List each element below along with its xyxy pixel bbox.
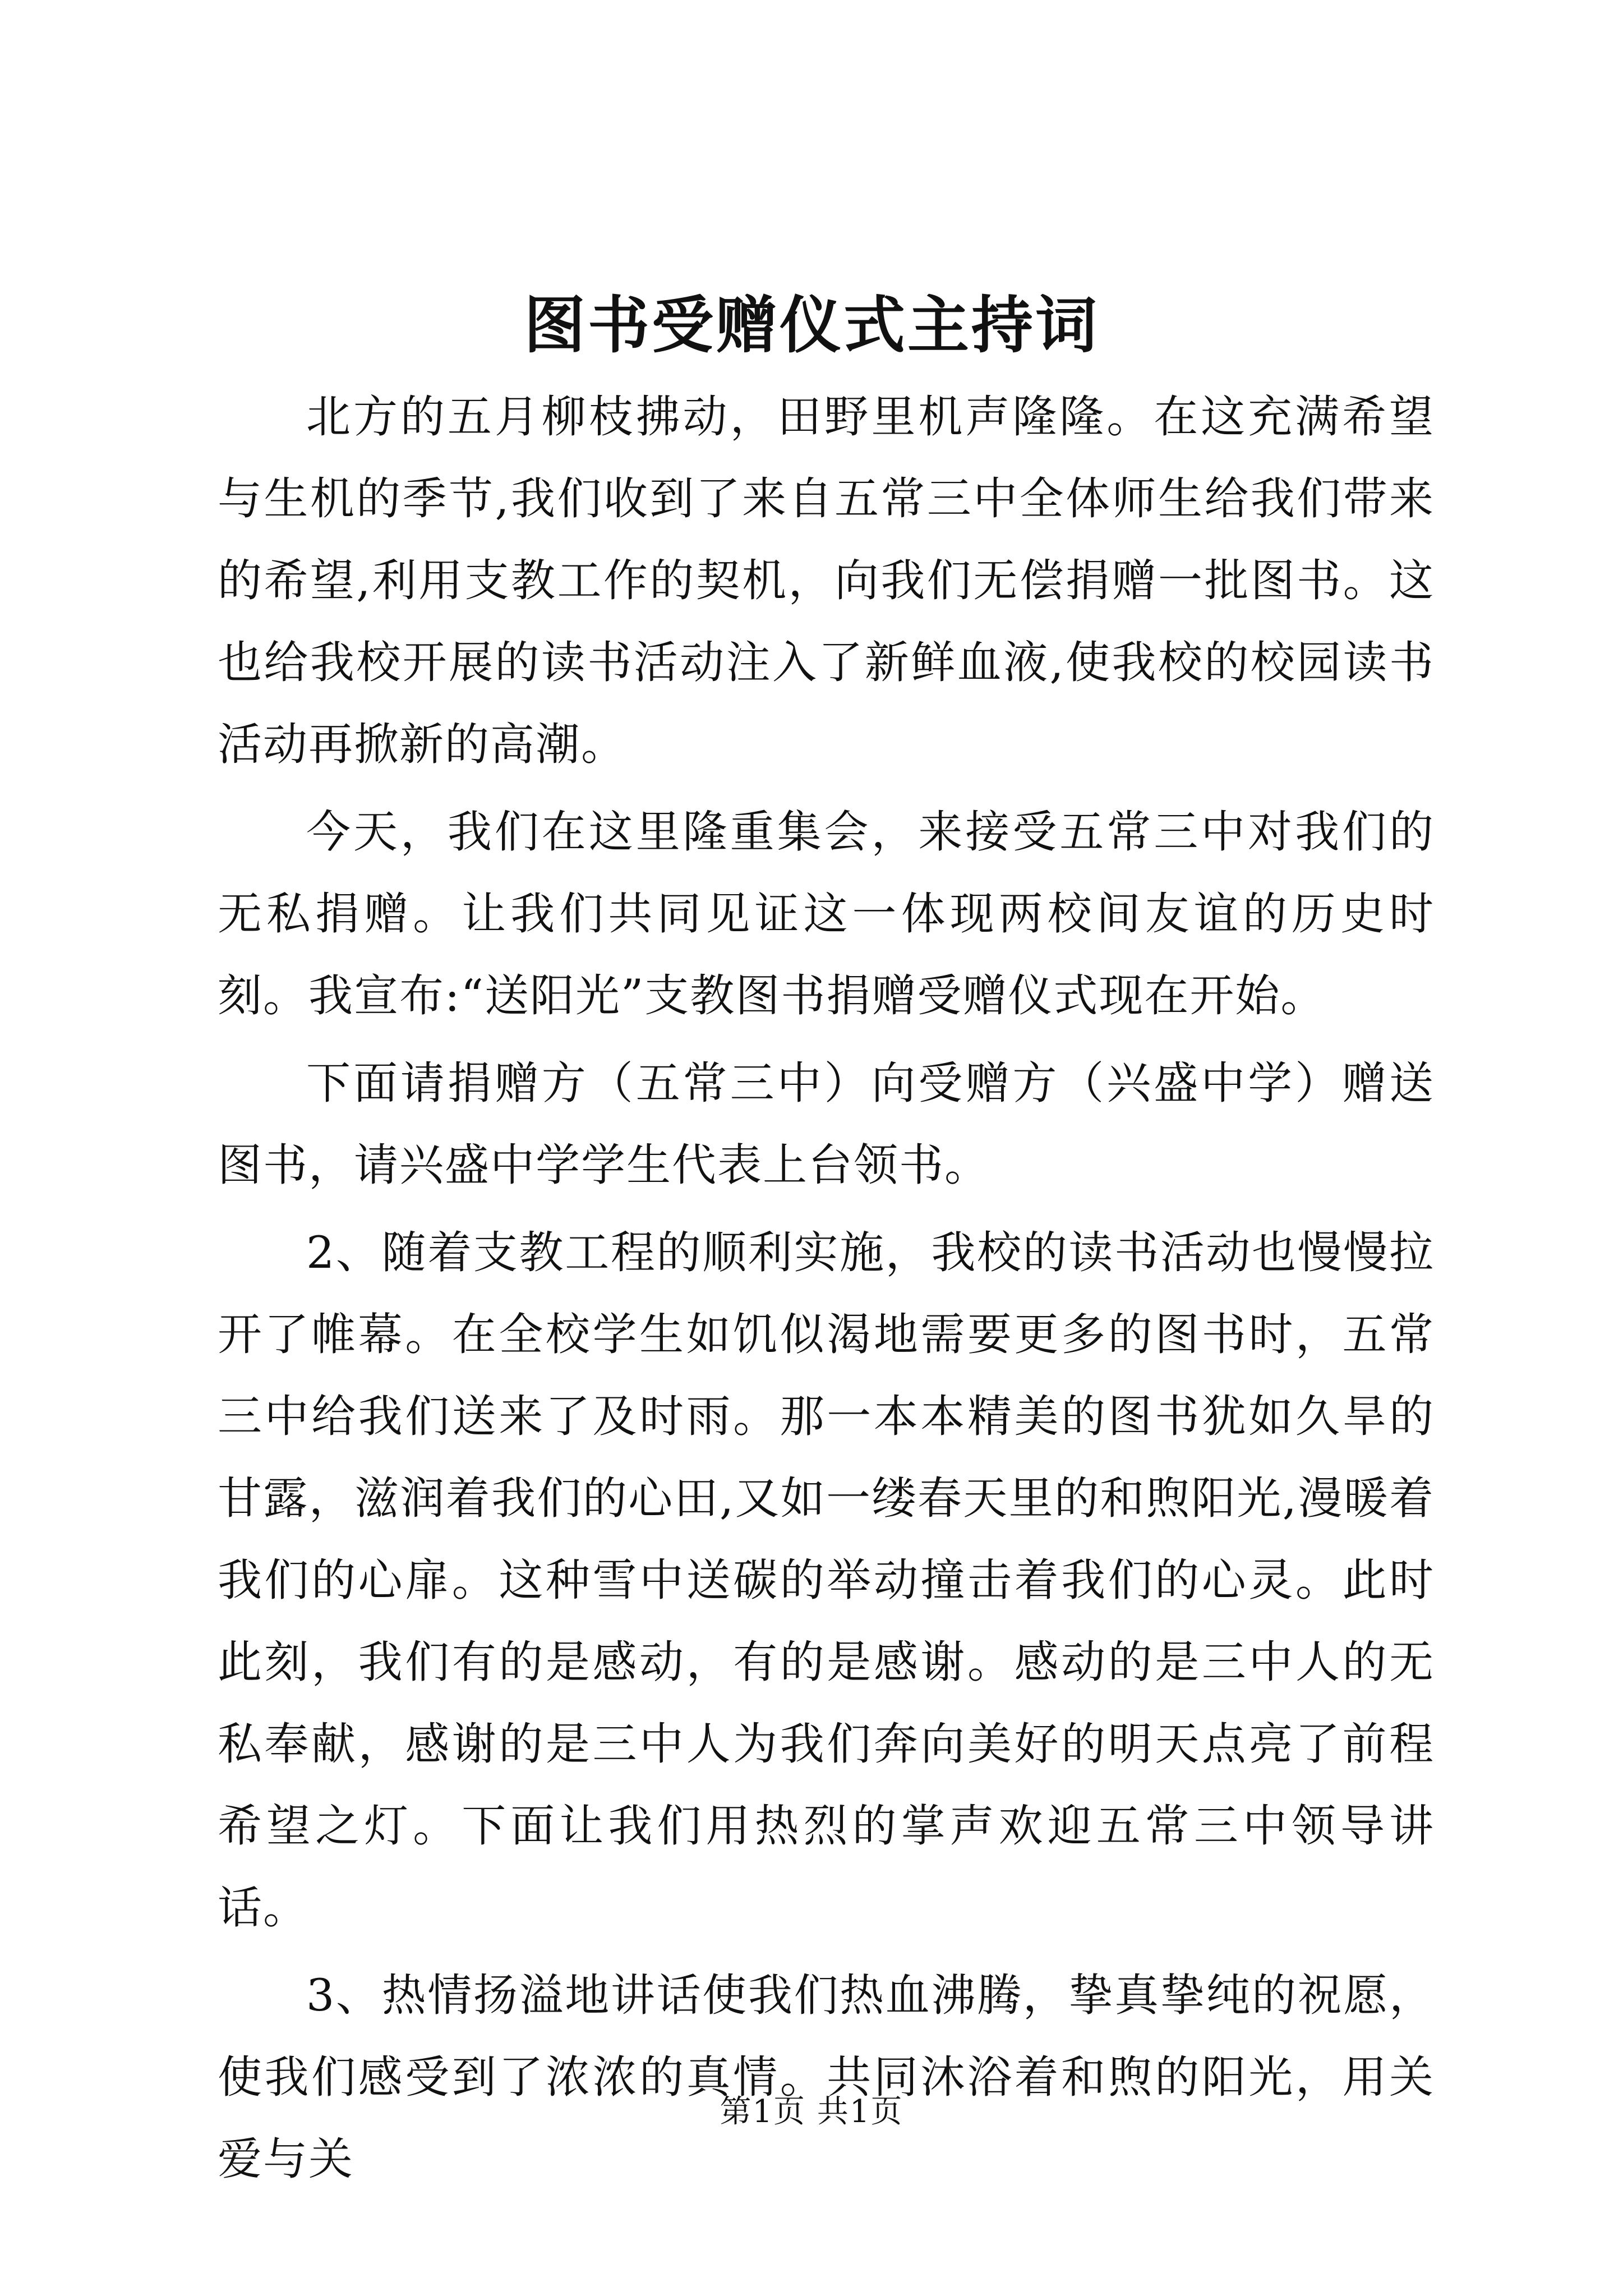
paragraph-5: 3、热情扬溢地讲话使我们热血沸腾，挚真挚纯的祝愿，使我们感受到了浓浓的真情。共同沐浴着和煦的阳光，用关爱与关 (218, 1970, 1435, 2185)
paragraph-1: 北方的五月柳枝拂动，田野里机声隆隆。在这充满希望与生机的季节,我们收到了来自五常三中全体师生给我们带来的希望,利用支教工作的契机，向我们无偿捐赠一批图书。这也给我校开展的读书活动注入了新鲜血液,使我校的校园读书活动再掀新的高潮。 (218, 391, 1435, 770)
document-title: 图书受赠仪式主持词 (524, 289, 1099, 361)
document-body (218, 376, 1435, 2200)
page-footer: 第1页 共1页 (720, 2093, 903, 2130)
paragraph-2: 今天，我们在这里隆重集会，来接受五常三中对我们的无私捐赠。让我们共同见证这一体现两校间友谊的历史时刻。我宣布:“送阳光”支教图书捐赠受赠仪式现在开始。 (218, 806, 1435, 1022)
paragraph-3: 下面请捐赠方（五常三中）向受赠方（兴盛中学）赠送图书，请兴盛中学学生代表上台领书。 (218, 1057, 1435, 1191)
paragraph-4: 2、随着支教工程的顺利实施，我校的读书活动也慢慢拉开了帷幕。在全校学生如饥似渴地需要更多的图书时，五常三中给我们送来了及时雨。那一本本精美的图书犹如久旱的甘露，滋润着我们的心田,又如一缕春天里的和煦阳光,漫暖着我们的心扉。这种雪中送碳的举动撞击着我们的心灵。此时此刻，我们有的是感动，有的是感谢。感动的是三中人的无私奉献，感谢的是三中人为我们奔向美好的明天点亮了前程希望之灯。下面让我们用热烈的掌声欢迎五常三中领导讲话。 (218, 1227, 1435, 1934)
